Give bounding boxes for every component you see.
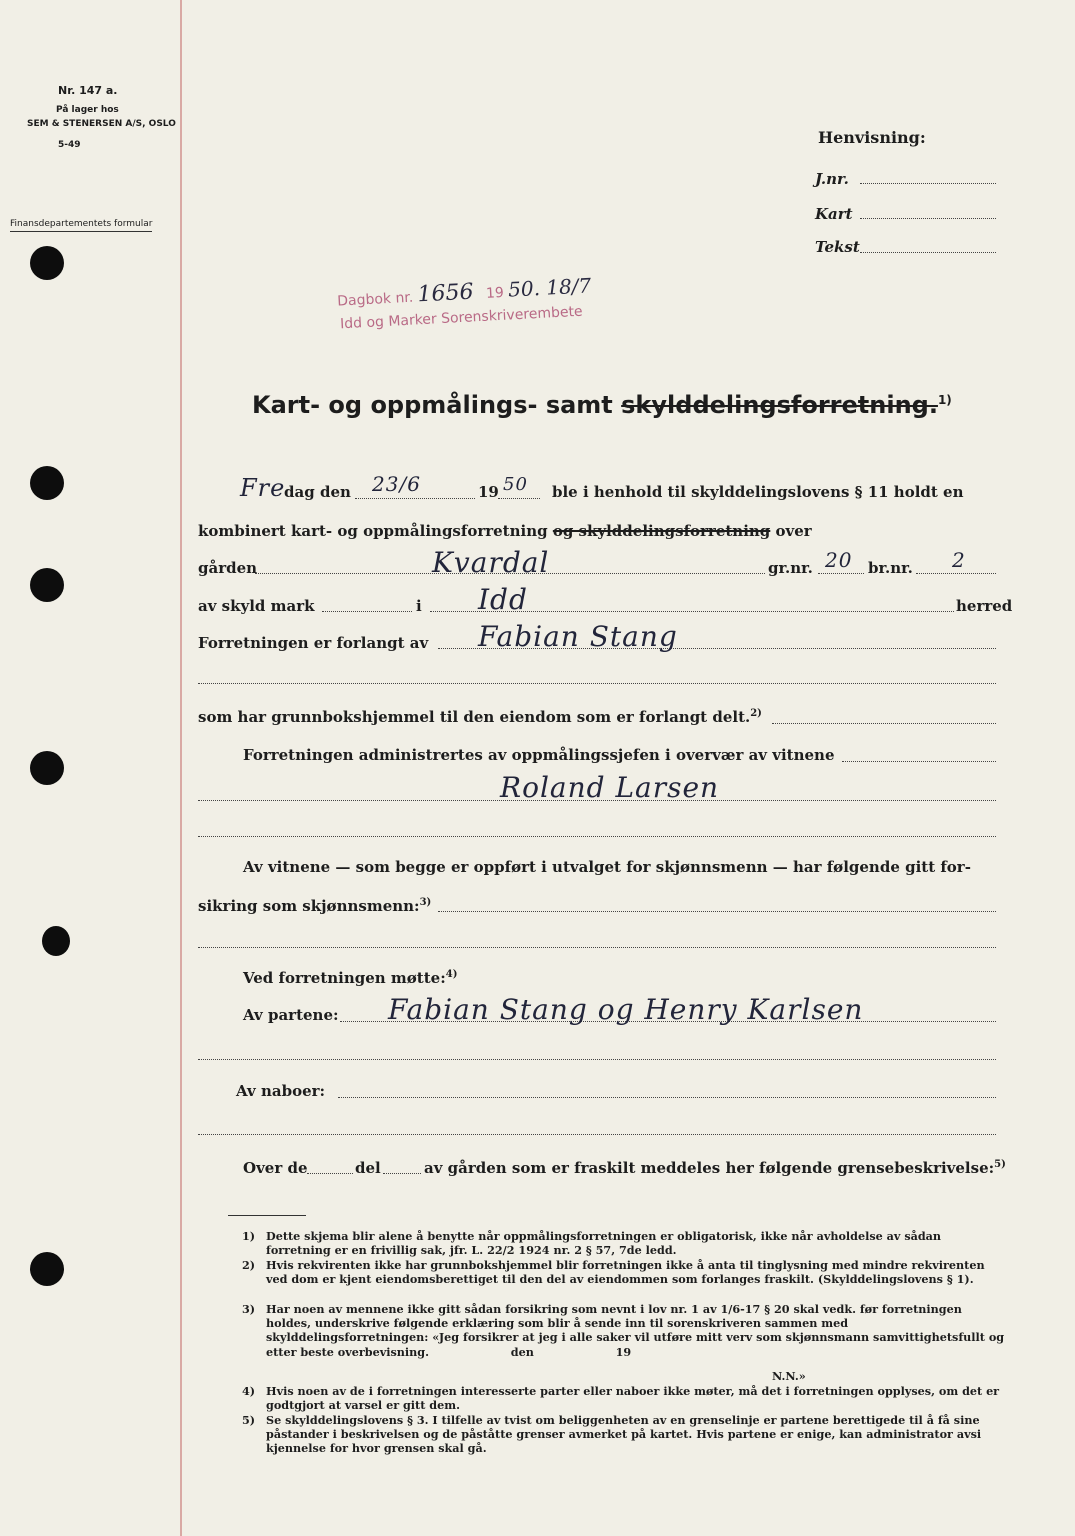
- stock-line-2: SEM & STENERSEN A/S, OSLO: [27, 119, 176, 129]
- den-label: den: [320, 483, 351, 501]
- title-holder-text: [198, 708, 762, 726]
- boundary-text: [424, 1159, 1006, 1177]
- boundary-sup: 5): [994, 1159, 1006, 1170]
- jnr-label: J.nr.: [815, 170, 849, 188]
- parties-hand: Fabian Stang og Henry Karlsen: [388, 993, 864, 1026]
- footnote-text: Hvis noen av de i forretningen interesserte parter eller naboer ikke møter, må det i forretningen opplyses, om det er godtgjort at varsel er gitt dem.: [266, 1384, 1000, 1413]
- witnesses-text-2: [198, 897, 431, 915]
- grnr-field: [818, 573, 864, 574]
- margin-line: [180, 0, 182, 1536]
- footnote-3: [242, 1302, 1009, 1359]
- footnote-number: 1): [242, 1229, 256, 1243]
- attended-text: [243, 969, 457, 987]
- footnote-number: 5): [242, 1413, 256, 1427]
- footnote-2: [242, 1258, 1006, 1287]
- footnote-5: [242, 1413, 1006, 1456]
- footnote-nn: [772, 1369, 852, 1383]
- form-title-struck: skylddelingsforretning.: [621, 391, 938, 419]
- brnr-field: [916, 573, 996, 574]
- reference-title: Henvisning:: [818, 128, 926, 147]
- footnote-rule: [228, 1215, 306, 1216]
- form-title-sup: 1): [937, 393, 952, 407]
- neighbours-field: [338, 1097, 996, 1098]
- municipality-hand: Idd: [478, 583, 528, 616]
- skyld-field: [322, 611, 412, 612]
- witnesses-label: sikring som skjønnsmenn:: [198, 897, 420, 915]
- requested-field-2: [198, 683, 996, 684]
- parties-label: Av partene:: [243, 1006, 339, 1024]
- brnr-label: br.nr.: [868, 559, 913, 577]
- year-field: [498, 498, 540, 499]
- grnr-hand: 20: [825, 548, 853, 572]
- footnote-text: Hvis rekvirenten ikke har grunnbokshjemmel blir forretningen ikke å anta til tinglysning med mindre rekvirenten ved dom er kjent eiendomsberettiget til den del av eiendommen som forlanges fraskilt. (Skylddelingslovens § 1).: [266, 1258, 985, 1287]
- neighbours-label: Av naboer:: [236, 1082, 326, 1100]
- grnr-label: gr.nr.: [768, 559, 813, 577]
- form-title-main: Kart- og oppmålings- samt: [252, 391, 622, 419]
- combined-b: over: [770, 522, 812, 540]
- witnesses-sup: 3): [419, 897, 432, 908]
- stamp-prefix: Dagbok nr.: [336, 289, 414, 310]
- title-holder-label: som har grunnbokshjemmel til den eiendom som er forlangt delt.: [198, 708, 751, 726]
- footnote-1: [242, 1229, 1006, 1258]
- combined-line: [198, 522, 812, 540]
- edition: 5-49: [58, 140, 81, 150]
- footnote-text: N.N.»: [772, 1369, 806, 1383]
- farm-label: gården: [198, 559, 258, 577]
- witness-field: [198, 800, 996, 801]
- form-number: Nr. 147 a.: [58, 84, 118, 97]
- farm-hand: Kvardal: [432, 546, 550, 579]
- punch-hole: [30, 1252, 64, 1286]
- combined-struck: og skylddelingsforretning: [552, 522, 771, 540]
- requested-hand: Fabian Stang: [478, 620, 678, 653]
- witnesses-text-1: Av vitnene — som begge er oppført i utvalget for skjønnsmenn — har følgende gitt for-: [243, 858, 971, 876]
- date-hand: 23/6: [372, 472, 421, 496]
- intro-rest: ble i henhold til skylddelingslovens § 11 holdt en: [552, 483, 964, 501]
- footnote-4: [242, 1384, 1006, 1413]
- footnote-text: Se skylddelingslovens § 3. I tilfelle av tvist om beliggenheten av en grenselinje er partene berettigede til å få sine påstander i beskrivelsen og de påståtte grenser avmerket på kartet. Hvis partene er enige, kan administrator avsi kjennelse for hvor grensen skal gå.: [266, 1413, 982, 1456]
- punch-hole: [30, 568, 64, 602]
- stamp-year-prefix: 19: [485, 284, 505, 302]
- ministry-label: Finansdepartementets formular: [10, 218, 152, 232]
- diary-stamp-line2: Idd og Marker Sorenskriverembete: [339, 303, 583, 333]
- form-title: [252, 391, 952, 419]
- neighbours-field-2: [198, 1134, 996, 1135]
- stamp-journal-number: 1656: [416, 279, 475, 308]
- witness-hand: Roland Larsen: [500, 771, 720, 804]
- kart-label: Kart: [815, 205, 853, 223]
- day-suffix: dag: [284, 483, 315, 501]
- punch-hole: [30, 466, 64, 500]
- del-field: [383, 1173, 421, 1174]
- attended-sup: 4): [445, 969, 458, 980]
- stock-line-1: På lager hos: [56, 105, 119, 115]
- combined-a: kombinert kart- og oppmålingsforretning: [198, 522, 553, 540]
- year-hand: 50: [503, 474, 528, 495]
- title-holder-field: [772, 723, 996, 724]
- admin-field: [842, 761, 996, 762]
- del-label: del: [355, 1159, 381, 1177]
- witnesses-field-2: [198, 947, 996, 948]
- footnote-number: 4): [242, 1384, 256, 1398]
- skyld-label: av skyld mark: [198, 597, 315, 615]
- date-field: [355, 498, 475, 499]
- admin-text: Forretningen administrertes av oppmålingssjefen i overvær av vitnene: [243, 746, 835, 764]
- punch-hole: [30, 246, 64, 280]
- witnesses-field: [438, 911, 996, 912]
- tekst-field: [860, 252, 996, 253]
- day-prefix-hand: Fre: [240, 474, 286, 502]
- herred-label: herred: [956, 597, 1013, 615]
- punch-hole: [30, 751, 64, 785]
- parties-field-2: [198, 1059, 996, 1060]
- attended-label: Ved forretningen møtte:: [243, 969, 446, 987]
- year-prefix: 19: [478, 483, 499, 501]
- footnote-number: 3): [242, 1302, 256, 1316]
- footnote-text: Har noen av mennene ikke gitt sådan forsikring som nevnt i lov nr. 1 av 1/6-17 § 20 skal vedk. før forretningen holdes, underskrive følgende erklæring som blir å sende inn til sorenskriveren sammen med skylddelingsforretningen: «Jeg forsikrer at jeg i alle saker vil utføre mitt verv som skjønnsmann samvittighetsfullt og etter beste overbevisning. den 19: [266, 1302, 1009, 1359]
- jnr-field: [860, 183, 996, 184]
- punch-hole: [42, 926, 70, 956]
- requested-label: Forretningen er forlangt av: [198, 634, 429, 652]
- tekst-label: Tekst: [815, 238, 860, 256]
- i-label: i: [416, 597, 422, 615]
- over-field: [307, 1173, 353, 1174]
- footnote-number: 2): [242, 1258, 256, 1272]
- title-holder-sup: 2): [750, 708, 762, 719]
- footnote-text: Dette skjema blir alene å benytte når oppmålingsforretningen er obligatorisk, ikke når avholdelse av sådan forretning er en frivillig sak, jfr. L. 22/2 1924 nr. 2 § 57, 7de ledd.: [266, 1229, 942, 1258]
- witness-field-2: [198, 836, 996, 837]
- brnr-hand: 2: [952, 548, 966, 572]
- stamp-date: 50. 18/7: [507, 273, 592, 302]
- boundary-label: av gården som er fraskilt meddeles her følgende grensebeskrivelse:: [424, 1159, 995, 1177]
- over-label: Over de: [243, 1159, 308, 1177]
- kart-field: [860, 218, 996, 219]
